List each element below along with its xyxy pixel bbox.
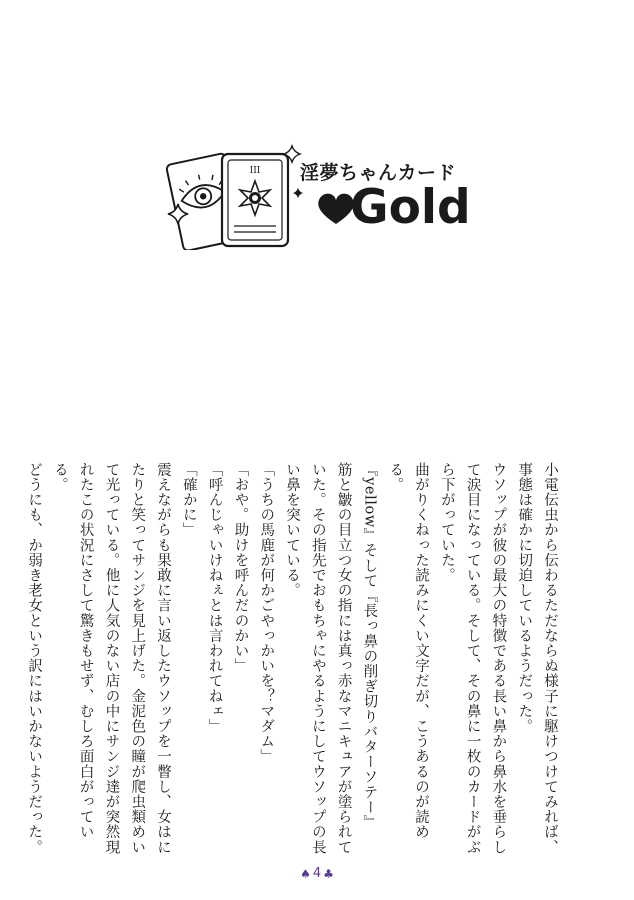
paragraph: 震えながらも果敢に言い返したウソップを一瞥し、女はにたりと笑ってサンジを見上げた。金泥色の瞳が爬虫類めいて光っている。他に人気のない店の中にサンジ達が突然現れたこの状況にさして驚きもせず、むしろ面白がっている。 [51, 462, 172, 855]
sparkle-icon [293, 188, 303, 198]
paragraph: 小電伝虫から伝わるただならぬ様子に駆けつけてみれば、事態は確かに切迫しているようだった。 [516, 462, 558, 855]
sun-card-icon [222, 154, 288, 246]
paragraph: 『yellow』そして『長っ鼻の削ぎ切りバターソテー』 [361, 462, 378, 830]
club-icon: ♣ [323, 866, 334, 881]
paragraph: 曲がりくねった読みにくい文字だが、こうあるのが読める。 [387, 462, 430, 840]
logo-gold-word: Gold [350, 180, 471, 235]
paragraph: 「おや。助けを呼んだのかい」 [232, 462, 249, 674]
paragraph: ウソップが彼の最大の特徴である長い鼻から鼻水を垂らして涙目になっている。そして、その鼻に一枚のカードがぶら下がっていた。 [438, 462, 507, 855]
page-footer [0, 866, 634, 881]
page-number: 4 [312, 866, 322, 881]
paragraph: 「呼んじゃいけねぇとは言われてねェ」 [206, 462, 223, 734]
spade-icon: ♠ [300, 866, 311, 881]
card-numeral: III [249, 166, 261, 176]
logo-title: 淫夢ちゃんカード [300, 162, 457, 184]
paragraph: 筋と皺の目立つ女の指には真っ赤なマニキュアが塗られていた。その指先でおもちゃにやるようにしてウソップの長い鼻を突いている。 [284, 462, 352, 855]
paragraph: 「うちの馬鹿が何かごやっかいを？マダム」 [258, 462, 275, 764]
paragraph: 「確かに」 [180, 462, 197, 538]
paragraph: どうにも、か弱き老女という訳にはいかないようだった。 [26, 462, 43, 855]
heart-icon [318, 194, 353, 224]
body-text [26, 462, 562, 862]
